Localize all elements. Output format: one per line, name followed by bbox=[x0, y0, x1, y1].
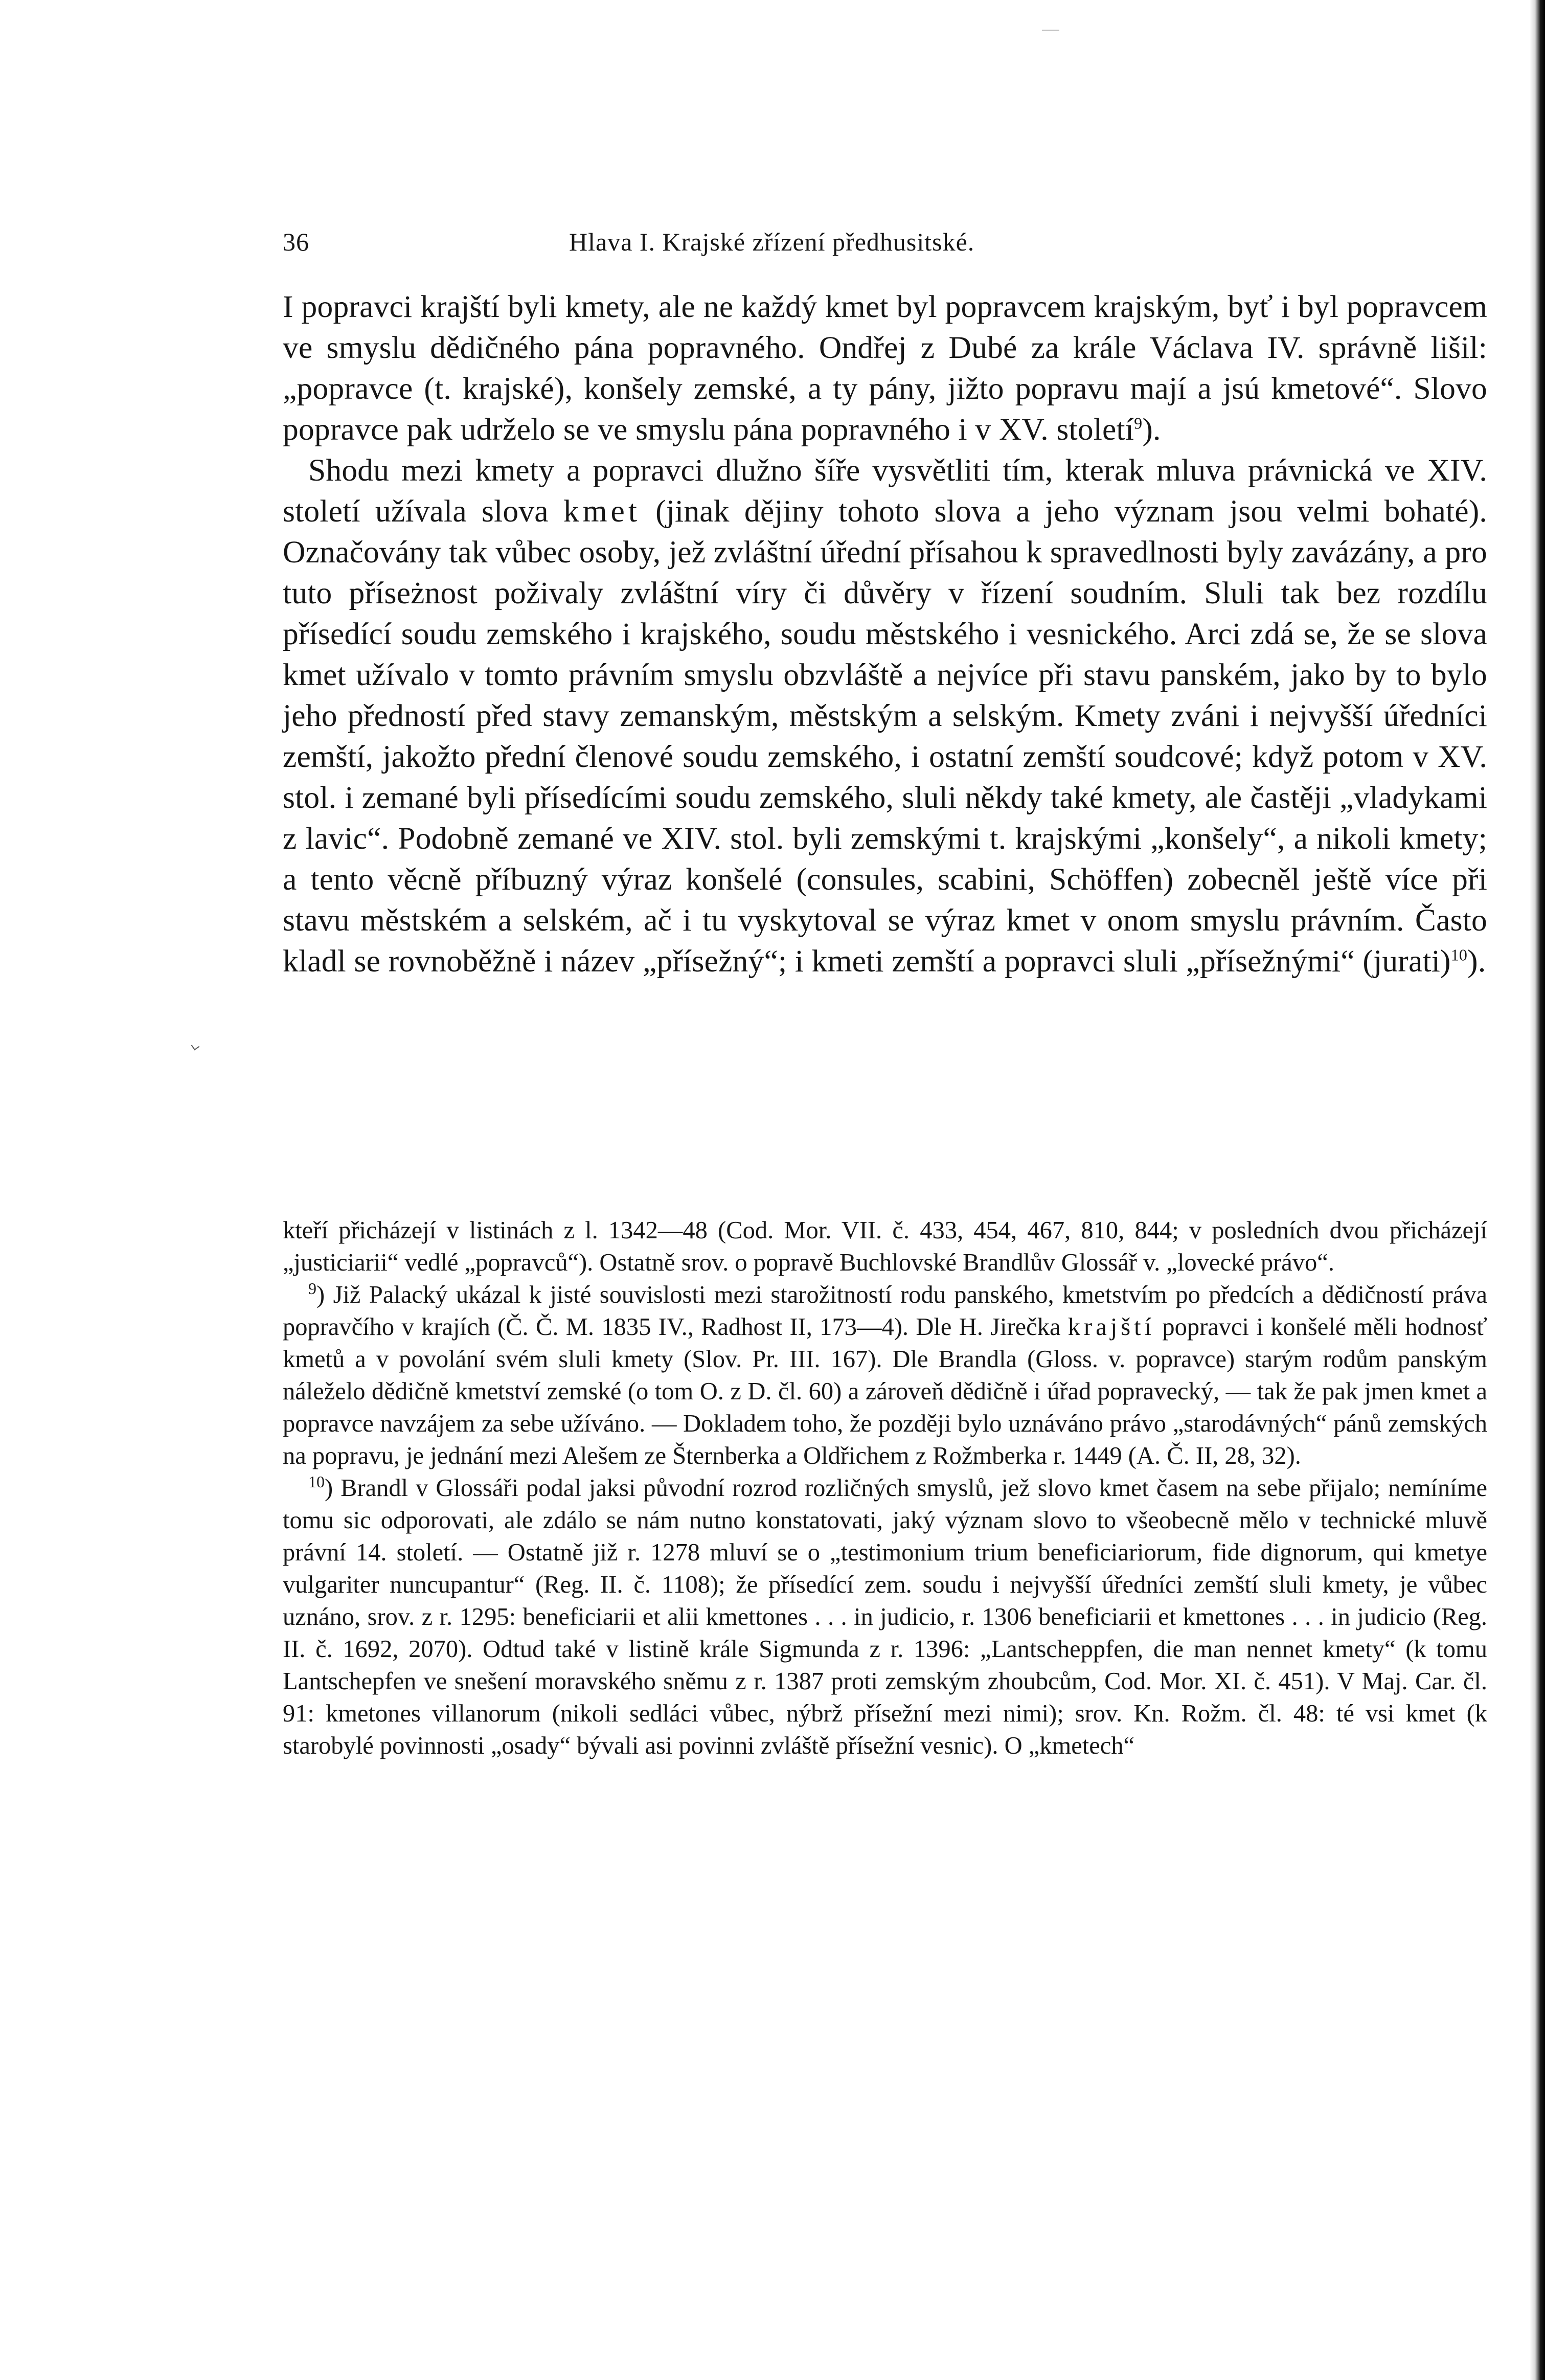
spaced-term-kmet: kmet bbox=[563, 494, 641, 529]
paragraph-1-text: I popravci krajští byli kmety, ale ne každý kmet byl popravcem krajským, byť i byl popravcem ve smyslu dědičného pána popravného. Ondřej z Dubé za krále Václava IV. správně lišil: „popravce (t. krajské), konšely zemské, a ty pány, jižto popravu mají a jsú kmetové“. Slovo popravce pak udrželo se ve smyslu pána popravného i v XV. století bbox=[283, 289, 1487, 447]
paragraph-2 bbox=[283, 450, 1487, 982]
footnote-9-marker: 9 bbox=[308, 1279, 316, 1298]
footnote-10-text: ) Brandl v Glossáři podal jaksi původní rozrod rozličných smyslů, jež slovo kmet časem na sebe přijalo; nemíníme tomu sic odporovati, ale zdálo se nám nutno konstatovati, jaký význam slovo to všeobecně mělo v technické mluvě právní 14. století. — Ostatně již r. 1278 mluví se o „testimonium trium beneficiariorum, fide dignorum, qui kmetye vulgariter nuncupantur“ (Reg. II. č. 1108); že přísedící zem. soudu i nejvyšší úředníci zemští sluli kmety, je vůbec uznáno, srov. z r. 1295: beneficiarii et alii kmettones . . . in judicio, r. 1306 beneficiarii et kmettones . . . in judicio (Reg. II. č. 1692, 2070). Odtud také v listině krále Sigmunda z r. 1396: „Lantscheppfen, die man nennet kmety“ (k tomu Lantschepfen ve snešení moravského sněmu z r. 1387 proti zemským zhoubcům, Cod. Mor. XI. č. 451). V Maj. Car. čl. 91: kmetones villanorum (nikoli sedláci vůbec, nýbrž přísežní mezi nimi); srov. Kn. Rožm. čl. 48: té vsi kmet (k starobylé povinnosti „osady“ bývali asi povinni zvláště přísežní vesnic). O „kmetech“ bbox=[283, 1475, 1487, 1759]
footnote-continuation: kteří přicházejí v listinách z l. 1342—48 (Cod. Mor. VII. č. 433, 454, 467, 810, 844; v posledních dvou přicházejí „justiciarii“ vedlé „popravců“). Ostatně srov. o popravě Buchlovské Brandlův Glossář v. „lovecké právo“. bbox=[283, 1217, 1487, 1276]
running-head: Hlava I. Krajské zřízení předhusitské. bbox=[569, 228, 975, 256]
page-number: 36 bbox=[283, 228, 309, 256]
footnote-ref-9: 9 bbox=[1134, 414, 1143, 433]
spaced-term-krajsti: krajští bbox=[1067, 1313, 1155, 1341]
scan-mark bbox=[1042, 30, 1059, 31]
paragraph-2-part-a: Shodu mezi kmety a popravci dlužno šíře vysvětliti tím, kterak mluva právnická ve XIV. století užívala slova bbox=[283, 453, 1487, 529]
paragraph-1 bbox=[283, 286, 1487, 450]
margin-mark bbox=[191, 1042, 200, 1051]
footnote-9-part-a: ) Již Palacký ukázal k jisté souvislosti mezi starožitností rodu panského, kmetstvím po předcích a dědičností práva popravčího v krajích (Č. Č. M. 1835 IV., Radhost II, 173—4). Dle H. Jirečka bbox=[283, 1281, 1487, 1341]
footnote-ref-10: 10 bbox=[1450, 945, 1468, 964]
paragraph-2-tail: ). bbox=[1467, 944, 1486, 979]
main-text bbox=[283, 286, 1487, 982]
paragraph-2-part-b: (jinak dějiny tohoto slova a jeho význam jsou velmi bohaté). Označovány tak vůbec osoby, jež zvláštní úřední přísahou k spravedlnosti byly zavázány, a pro tuto příseżnost poživaly zvláštní víry či důvěry v řízení soudním. Sluli tak bez rozdílu přísedící soudu zemského i krajského, soudu městského i vesnického. Arci zdá se, že se slova kmet užívalo v tomto právním smyslu obzvláště a nejvíce při stavu panském, jako by to bylo jeho předností před stavy zemanským, městským a selským. Kmety zváni i nejvyšší úředníci zemští, jakožto přední členové soudu zemského, i ostatní zemští soudcové; když potom v XV. stol. i zemané byli přísedícími soudu zemského, sluli někdy také kmety, ale častěji „vladykami z lavic“. Podobně zemané ve XIV. stol. byli zemskými t. krajskými „konšely“, a nikoli kmety; a tento věcně příbuzný výraz konšelé (consules, scabini, Schöffen) zobecněl ještě více při stavu městském a selském, ač i tu vyskytoval se výraz kmet v onom smyslu právním. Často kladl se rovnoběžně i název „přísežný“; i kmeti zemští a popravci sluli „přísežnými“ (jurati) bbox=[283, 494, 1487, 979]
paragraph-1-tail: ). bbox=[1142, 412, 1161, 447]
footnote-10 bbox=[283, 1472, 1487, 1762]
footnote-10-marker: 10 bbox=[308, 1472, 325, 1491]
footnotes bbox=[283, 1214, 1487, 1762]
page-edge-shadow bbox=[1530, 0, 1545, 2380]
footnote-9-part-b: popravci i konšelé měli hodnosť kmetů a v povolání svém sluli kmety (Slov. Pr. III. 167). Dle Brandla (Gloss. v. popravce) starým rodům panským náleželo dědičně kmetství zemské (o tom O. z D. čl. 60) a zároveň dědičně i úřad popravecký, — tak že pak jmen kmet a popravce navzájem za sebe užíváno. — Dokladem toho, že později bylo uznáváno právo „starodávných“ pánů zemských na popravu, je jednání mezi Alešem ze Šternberka a Oldřichem z Rožmberka r. 1449 (A. Č. II, 28, 32). bbox=[283, 1313, 1487, 1469]
page-header bbox=[283, 224, 1487, 260]
footnote-9 bbox=[283, 1279, 1487, 1472]
